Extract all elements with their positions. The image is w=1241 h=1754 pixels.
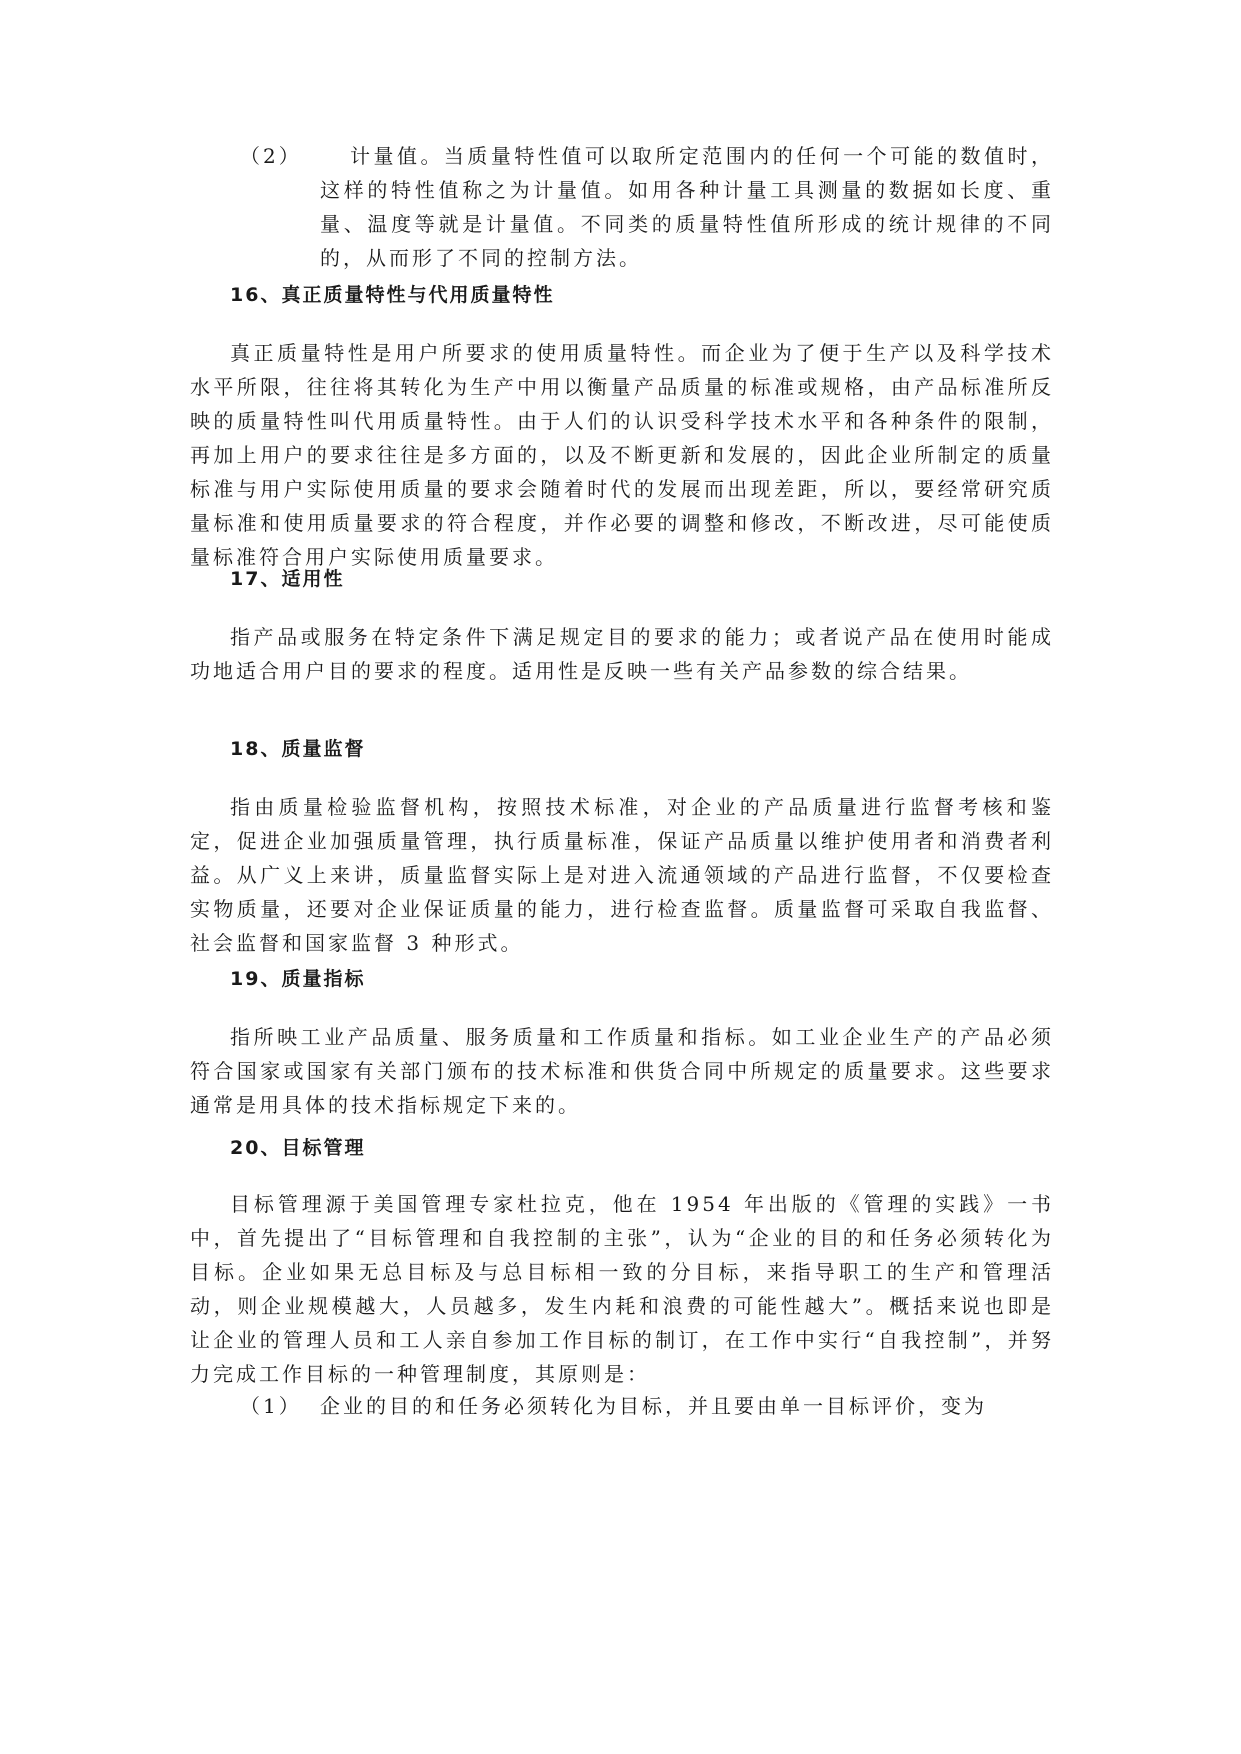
section-paragraph-19: 指所映工业产品质量、服务质量和工作质量和指标。如工业企业生产的产品必须符合国家或国家有关部门颁布的技术标准和供货合同中所规定的质量要求。这些要求通常是用具体的技术指标规定下来的。 bbox=[190, 1025, 1054, 1117]
list-item-1 bbox=[190, 1389, 1054, 1423]
list-item-number: （2） bbox=[240, 144, 302, 168]
section-heading-16: 16、真正质量特性与代用质量特性 bbox=[230, 284, 555, 306]
list-item-2 bbox=[190, 139, 1054, 275]
list-item-text: 企业的目的和任务必须转化为目标，并且要由单一目标评价，变为 bbox=[320, 1394, 987, 1418]
section-heading-20: 20、目标管理 bbox=[230, 1137, 366, 1159]
section-heading-17: 17、适用性 bbox=[230, 568, 345, 590]
section-paragraph-20: 目标管理源于美国管理专家杜拉克，他在 1954 年出版的《管理的实践》一书中，首先提出了“目标管理和自我控制的主张”，认为“企业的目的和任务必须转化为目标。企业如果无总目标及与总目标相一致的分目标，来指导职工的生产和管理活动，则企业规模越大，人员越多，发生内耗和浪费的可能性越大”。概括来说也即是让企业的管理人员和工人亲自参加工作目标的制订，在工作中实行“自我控制”，并努力完成工作目标的一种管理制度，其原则是： bbox=[190, 1192, 1054, 1386]
section-paragraph-18: 指由质量检验监督机构，按照技术标准，对企业的产品质量进行监督考核和鉴定，促进企业加强质量管理，执行质量标准，保证产品质量以维护使用者和消费者利益。从广义上来讲，质量监督实际上是对进入流通领域的产品进行监督，不仅要检查实物质量，还要对企业保证质量的能力，进行检查监督。质量监督可采取自我监督、社会监督和国家监督 3 种形式。 bbox=[190, 795, 1054, 955]
section-paragraph-16: 真正质量特性是用户所要求的使用质量特性。而企业为了便于生产以及科学技术水平所限，往往将其转化为生产中用以衡量产品质量的标准或规格，由产品标准所反映的质量特性叫代用质量特性。由于人们的认识受科学技术水平和各种条件的限制，再加上用户的要求往往是多方面的，以及不断更新和发展的，因此企业所制定的质量标准与用户实际使用质量的要求会随着时代的发展而出现差距，所以，要经常研究质量标准和使用质量要求的符合程度，并作必要的调整和修改，不断改进，尽可能使质量标准符合用户实际使用质量要求。 bbox=[190, 341, 1054, 569]
list-item-number: （1） bbox=[240, 1394, 302, 1418]
section-paragraph-17: 指产品或服务在特定条件下满足规定目的要求的能力；或者说产品在使用时能成功地适合用户目的要求的程度。适用性是反映一些有关产品参数的综合结果。 bbox=[190, 625, 1054, 683]
section-heading-19: 19、质量指标 bbox=[230, 968, 366, 990]
section-heading-18: 18、质量监督 bbox=[230, 738, 366, 760]
list-item-text: 计量值。当质量特性值可以取所定范围内的任何一个可能的数值时，这样的特性值称之为计量值。如用各种计量工具测量的数据如长度、重量、温度等就是计量值。不同类的质量特性值所形成的统计规律的不同的，从而形了不同的控制方法。 bbox=[320, 144, 1054, 270]
